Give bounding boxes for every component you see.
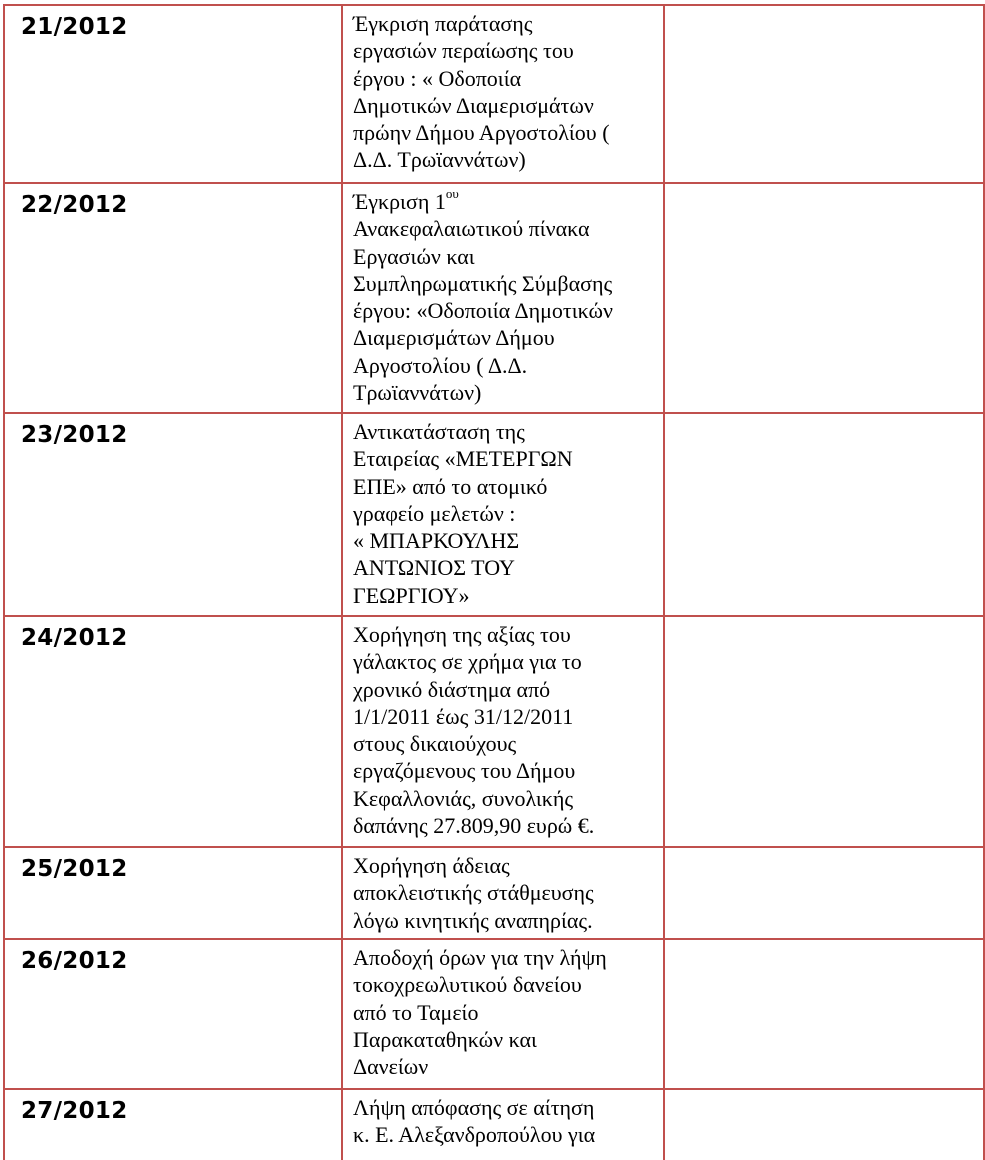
description-line: Ανακεφαλαιωτικού πίνακα	[353, 216, 590, 242]
ordinal-superscript: ου	[445, 185, 459, 201]
description-line: Εταιρείας «ΜΕΤΕΡΓΩΝ	[353, 446, 573, 472]
description-line: δαπάνης 27.809,90 ευρώ €.	[353, 813, 595, 839]
table-row	[4, 847, 984, 939]
decision-number: 26/2012	[4, 939, 342, 1089]
description-line: από το Ταμείο	[353, 999, 479, 1025]
description-line: Λήψη απόφασης σε αίτηση	[353, 1095, 595, 1120]
description-line: χρονικό διάστημα από	[353, 676, 551, 702]
table-row	[4, 183, 984, 413]
description-line	[353, 185, 663, 215]
description-line: ΑΝΤΩΝΙΟΣ ΤΟΥ	[353, 555, 515, 581]
decision-number: 23/2012	[4, 413, 342, 616]
description-line: Χορήγηση άδειας	[353, 853, 510, 878]
table-row	[4, 413, 984, 616]
table-row	[4, 1089, 984, 1160]
table-row	[4, 939, 984, 1089]
description-line: Εργασιών και	[353, 243, 475, 269]
description-line: τοκοχρεωλυτικού δανείου	[353, 972, 582, 998]
description-line: Δ.Δ. Τρωϊαννάτων)	[353, 147, 526, 173]
decision-description	[342, 183, 664, 413]
description-line: εργαζόμενους του Δήμου	[353, 758, 576, 784]
decision-description	[342, 5, 664, 183]
description-line: εργασιών περαίωσης του	[353, 38, 574, 64]
empty-cell	[664, 183, 984, 413]
description-line: έργου : « Οδοποιία	[353, 65, 522, 91]
description-line: 1/1/2011 έως 31/12/2011	[353, 703, 574, 729]
decision-number: 27/2012	[4, 1089, 342, 1160]
description-line: Τρωϊαννάτων)	[353, 380, 482, 406]
empty-cell	[664, 1089, 984, 1160]
empty-cell	[664, 5, 984, 183]
description-line: Χορήγηση της αξίας του	[353, 622, 571, 647]
description-line: Παρακαταθηκών και	[353, 1026, 537, 1052]
decision-description	[342, 1089, 664, 1160]
description-line: Αντικατάσταση της	[353, 419, 525, 444]
table-row	[4, 616, 984, 847]
decision-number: 24/2012	[4, 616, 342, 847]
decision-description	[342, 847, 664, 939]
decision-number: 21/2012	[4, 5, 342, 183]
empty-cell	[664, 939, 984, 1089]
empty-cell	[664, 616, 984, 847]
description-line: ΕΠΕ» από το ατομικό	[353, 473, 548, 499]
decision-description	[342, 939, 664, 1089]
description-line: Δανείων	[353, 1054, 429, 1080]
description-line: Αργοστολίου ( Δ.Δ.	[353, 352, 528, 378]
description-line: γάλακτος σε χρήμα για το	[353, 649, 582, 675]
description-line-main: Έγκριση 1	[353, 189, 446, 214]
description-line: έργου: «Οδοποιία Δημοτικών	[353, 298, 613, 324]
description-line: Έγκριση παράτασης	[353, 11, 533, 36]
empty-cell	[664, 413, 984, 616]
description-line: « ΜΠΑΡΚΟΥΛΗΣ	[353, 528, 520, 554]
description-line: λόγω κινητικής αναπηρίας.	[353, 907, 593, 933]
description-line: Αποδοχή όρων για την λήψη	[353, 945, 607, 970]
description-line: γραφείο μελετών :	[353, 500, 516, 526]
decision-number: 25/2012	[4, 847, 342, 939]
description-line: κ. Ε. Αλεξανδροπούλου για	[353, 1122, 596, 1148]
decisions-table	[3, 4, 985, 1160]
description-line: στους δικαιούχους	[353, 731, 517, 757]
table-row	[4, 5, 984, 183]
empty-cell	[664, 847, 984, 939]
decision-description	[342, 616, 664, 847]
description-line: Δημοτικών Διαμερισμάτων	[353, 92, 594, 118]
description-line: Διαμερισμάτων Δήμου	[353, 325, 555, 351]
description-line: Συμπληρωματικής Σύμβασης	[353, 270, 613, 296]
decision-description	[342, 413, 664, 616]
decision-number: 22/2012	[4, 183, 342, 413]
description-line: ΓΕΩΡΓΙΟΥ»	[353, 582, 470, 608]
description-line: πρώην Δήμου Αργοστολίου (	[353, 120, 610, 146]
description-line: Κεφαλλονιάς, συνολικής	[353, 785, 574, 811]
description-line: αποκλειστικής στάθμευσης	[353, 880, 594, 906]
